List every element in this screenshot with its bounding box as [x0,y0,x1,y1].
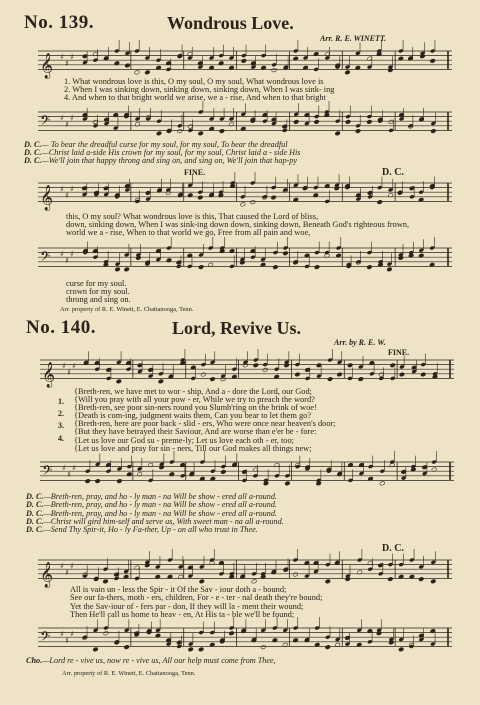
note-head [198,131,204,136]
verse-tail-line: curse for my soul. [66,279,127,288]
note-head [262,367,268,372]
note-head [337,372,343,377]
verse-line: 4. And when to that bright world we arise, we a - rise, And when to that bright [64,93,326,103]
note-head [158,379,164,384]
verse-line: See our fa-thers, moth - ers, children, For - e - ter - nal death they're bound; [70,593,323,603]
sharp-icon: ♯ [65,120,69,130]
note-head [430,129,436,134]
music-staff [38,556,452,586]
note-head [388,640,394,645]
note-head [241,58,247,63]
note-head [177,129,183,134]
dc-line: D. C.—Breth-ren, pray, and ho - ly man - na Will be show - ered all a-round. [26,500,277,510]
hymn-number: No. 140. [26,317,96,338]
note-head [295,372,301,377]
note-head [327,377,333,382]
note-head [220,377,226,382]
note-head [345,70,351,75]
note-head [388,577,394,582]
sharp-icon: ♯ [72,463,76,473]
verse-line: {Death is com-ing, judgment waits them, Can you bear to let them go? [74,411,312,421]
copyright-note: Arr. property of R. E. Winett, E. Chattanooga, Tenn. [62,670,196,677]
bass-clef-icon: 𝄢 [40,112,51,132]
treble-clef-icon: 𝄞 [42,362,56,388]
note-head [219,129,225,134]
note-head [85,479,91,484]
verse-block [66,213,409,238]
note-head [210,377,216,382]
bass-clef-icon: 𝄢 [40,248,51,268]
sharp-icon: ♯ [67,368,71,378]
fine-marker: FINE. [184,168,206,177]
note-head [399,372,405,377]
sharp-icon: ♯ [70,184,74,194]
music-staff [38,108,452,138]
note-head [240,202,246,207]
chorus-line [26,657,276,665]
music-staff [38,624,452,654]
note-head [379,481,385,486]
music-staff [38,47,452,77]
note-head [293,572,299,577]
note-head [250,200,256,205]
note-head [251,579,257,584]
verse-line: 1. What wondrous love is this, O my soul, O my soul, What wondrous love is [64,77,324,86]
dc-line: D. C.—Breth-ren, pray, and ho - ly man - na Will be show - ered all a-round. [26,508,277,518]
note-head [387,267,393,272]
note-head [221,469,227,474]
note-head [240,260,246,265]
sharp-icon: ♯ [67,470,71,480]
note-head [95,479,101,484]
note-head [166,190,172,195]
sharp-icon: ♯ [60,184,64,194]
sharp-icon: ♯ [72,361,76,371]
note-head [420,54,426,59]
note-head [367,265,373,270]
note-head [197,195,203,200]
dc-line: D. C.—Send Thy Spir-it, Ho - ly Fa-ther, Up - on all who trust in Thee. [26,525,258,535]
verse-line: {Breth-ren, here are poor back - slid - ers, Who were once near heaven's door; [74,419,336,429]
note-head [430,579,436,584]
verse-block [64,78,334,103]
note-head [243,363,249,368]
verse-line: {Breth-ren, we have met to wor - ship, And a - dore the Lord, our God; [74,387,312,396]
bass-clef-icon: 𝄢 [42,462,53,482]
note-head [398,647,404,652]
note-head [260,645,266,650]
copyright-note: Arr. property of R. E. Winett, E. Chattanooga, Tenn. [60,306,194,313]
sharp-icon: ♯ [60,113,64,123]
note-head [134,70,140,75]
dc-line: D. C.—We'll join that happy throng and sing on, and sing on, We'll join that hap-py [24,156,298,166]
note-head [117,479,123,484]
verse-tail [66,280,131,305]
note-head [271,68,277,73]
bass-clef-icon: 𝄢 [40,628,51,648]
note-head [115,267,121,272]
dc-marker: D. C. [382,543,404,554]
note-head [334,186,340,191]
sharp-icon: ♯ [60,52,64,62]
note-head [124,645,130,650]
note-head [335,131,341,136]
verse-line: this, O my soul? What wondrous love is this, That caused the Lord of bliss, [66,212,319,221]
dc-line: D. C.— To bear the dreadful curse for my soul, for my soul, To bear the dreadful [24,140,288,149]
sharp-icon: ♯ [70,629,74,639]
note-head [253,363,259,368]
sharp-icon: ♯ [65,191,69,201]
note-head [273,265,279,270]
verse-line: {Let us love and pray for sin - ners, Till our God makes all things new; [74,443,312,453]
sharp-icon: ♯ [70,561,74,571]
verse-line: 2. When I was sinking down, sinking down, sinking down, When I was sink- ing [64,85,335,95]
note-head [103,631,109,636]
sharp-icon: ♯ [70,52,74,62]
note-head [198,647,204,652]
note-head [201,372,207,377]
note-head [188,647,194,652]
note-head [263,481,269,486]
note-head [420,372,426,377]
note-head [314,119,320,124]
note-head [103,579,109,584]
music-staff [38,179,452,209]
note-head [293,119,299,124]
note-head [198,265,204,270]
dc-line: D. C.—Christ laid a-side His crown for my soul, for my soul, Christ laid a - side His [24,148,301,158]
note-head [136,255,142,260]
note-head [355,129,361,134]
music-staff [40,458,454,488]
verse-block [74,388,336,453]
note-head [116,379,122,384]
note-head [377,200,383,205]
sharp-icon: ♯ [65,256,69,266]
dc-line: D. C.—Christ will gird him-self and serve us, With sweet man - na all a-round. [26,516,284,526]
stanza-number: 4. [58,433,64,443]
note-head [347,363,353,368]
verse-line: Yet the Sav-iour of - fers par - don, If they will la - ment their wound; [70,601,304,611]
sharp-icon: ♯ [62,463,66,473]
note-head [390,363,396,368]
dc-block [24,141,301,166]
sharp-icon: ♯ [65,568,69,578]
dc-block [26,493,284,534]
sharp-icon: ♯ [60,561,64,571]
note-head [388,68,394,73]
note-head [156,131,162,136]
note-head [358,377,364,382]
hymn-title: Lord, Revive Us. [172,318,301,338]
note-head [284,363,290,368]
note-head [325,579,331,584]
note-head [93,647,99,652]
note-head [345,119,351,124]
note-head [418,577,424,582]
sharp-icon: ♯ [70,113,74,123]
verse-line: {But they have betrayed their Saviour, And are worse than e'er be - fore: [74,427,317,437]
fine-marker: FINE. [388,348,410,357]
note-head [325,645,331,650]
note-head [285,481,291,486]
chorus-label: Cho. [26,656,43,665]
note-head [283,251,289,256]
note-head [125,63,131,68]
music-staff [40,356,454,386]
treble-clef-icon: 𝄞 [40,53,54,79]
verse-line: {Let us love our God su - preme-ly; Let us love each oth - er, too; [74,435,294,445]
stanza-number: 3. [58,421,64,431]
note-head [367,119,373,124]
note-head [398,255,404,260]
hymn-number: No. 139. [24,12,94,33]
sharp-icon: ♯ [65,59,69,69]
sharp-icon: ♯ [60,629,64,639]
treble-clef-icon: 𝄞 [40,562,54,588]
sharp-icon: ♯ [62,361,66,371]
stanza-number: 1. [58,397,64,406]
note-head [229,631,235,636]
note-head [430,58,436,63]
note-head [376,631,382,636]
note-head [159,465,165,470]
verse-block [70,586,322,620]
note-head [199,579,205,584]
sharp-icon: ♯ [65,636,69,646]
stanza-numbers [58,396,64,445]
sharp-icon: ♯ [70,249,74,259]
arranger-credit: Arr. R. E. WINETT. [320,34,387,43]
dc-marker: D. C. [382,167,404,178]
verse-line: All is vain un - less the Spir - it Of the Sav - iour doth a - bound; [70,585,287,594]
sharp-icon: ♯ [60,249,64,259]
treble-clef-icon: 𝄞 [40,185,54,211]
note-head [345,577,351,582]
chorus-text: —Lord re - vive us, now re - vive us, All our help must come from Thee, [42,656,276,665]
verse-line: Then He'll call us home to heav - en, At His ta - ble we'll be found; [70,610,295,620]
verse-tail-line: crown for my soul. [66,287,130,297]
note-head [316,481,322,486]
hymn-title: Wondrous Love. [167,13,294,33]
arranger-credit: Arr. by R. E. W. [334,338,386,347]
note-head [144,563,150,568]
music-staff [38,244,452,274]
note-head [145,70,151,75]
note-head [271,195,277,200]
verse-line: down, sinking down, When I was sink-ing down down, sinking down, Beneath God's righteous frown, [66,220,410,230]
note-head [124,267,130,272]
verse-line: world we a - rise, When to that world we go, Free from all pain and woe, [66,228,311,238]
dc-line: D. C.—Breth-ren, pray, and ho - ly man - na Will be show - ered all a-round. [26,492,277,501]
verse-line: {Will you pray with all your pow - er, While we try to preach the word? [74,395,315,405]
stanza-number: 2. [58,409,64,419]
verse-tail-line: throng and sing on. [66,295,131,305]
verse-line: {Breth-ren, see poor sin-ners round you Slumb'ring on the brink of woe! [74,403,317,413]
note-head [314,265,320,270]
